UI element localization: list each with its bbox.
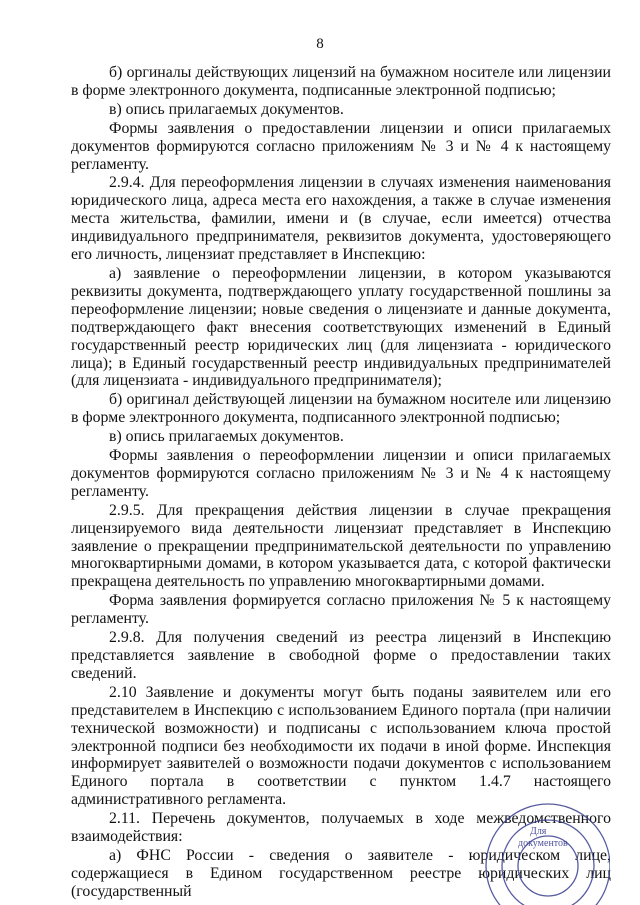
paragraph-inventory-v-2: в) опись прилагаемых документов. bbox=[109, 428, 344, 446]
document-body bbox=[71, 64, 611, 902]
paragraph-2-9-8: 2.9.8. Для получения сведений из реестра лицензий в Инспекцию представляется заявление в свободной форме о предоставлении таких сведений. bbox=[71, 629, 611, 682]
paragraph-forms-grant: Формы заявления о предоставлении лицензии и описи прилагаемых документов формируются согласно приложениям № 3 и № 4 к настоящему регламенту. bbox=[71, 119, 611, 173]
paragraph-2-9-4: 2.9.4. Для переоформления лицензии в случаях изменения наименования юридического лица, адреса места его нахождения, а также в случае изменения места жительства, фамилии, имени и (в случае, если имеется) отчества индивидуального предпринимателя, реквизитов документа, удостоверяющего его личность, лицензиат представляет в Инспекцию: bbox=[71, 174, 611, 264]
stamp-text-line1: Для bbox=[530, 826, 547, 837]
stamp-text-line2: документов bbox=[518, 838, 568, 849]
paragraph-2-10: 2.10 Заявление и документы могут быть поданы заявителем или его представителем в Инспекцию с использованием Единого портала (при наличии технической возможности) и подписаны с использованием ключа простой электронной подписи без необходимости их подачи в иной форме. Инспекция информирует заявителей о возможности подачи документов с использованием Единого портала в соответствии с пунктом 1.4.7 настоящего административного регламента. bbox=[71, 683, 611, 809]
page-number: 8 bbox=[316, 36, 324, 52]
paragraph-inventory-v: в) опись прилагаемых документов. bbox=[109, 100, 344, 118]
paragraph-reissue-a: а) заявление о переоформлении лицензии, в котором указываются реквизиты документа, подтверждающего уплату государственной пошлины за переоформление лицензии; новые сведения о лицензиате и данные документа, подтверждающего факт внесения соответствующих изменений в Единый государственный реестр юридических лиц (для лицензиата - юридического лица); в Единый государственный реестр индивидуальных предпринимателей (для лицензиата - индивидуального предпринимателя); bbox=[71, 264, 611, 390]
paragraph-forms-reissue: Формы заявления о переоформлении лицензии и описи прилагаемых документов формируются согласно приложениям № 3 и № 4 к настоящему регламенту. bbox=[71, 447, 611, 500]
paragraph-original-b: б) оригинал действующей лицензии на бумажном носителе или лицензию в форме электронного документа, подписанного электронной подписью; bbox=[71, 391, 611, 427]
official-stamp bbox=[478, 800, 610, 905]
paragraph-form-5: Форма заявления формируется согласно приложения № 5 к настоящему регламенту. bbox=[71, 592, 611, 628]
paragraph-2-11: 2.11. Перечень документов, получаемых в ходе межведомственного взаимодействия: bbox=[71, 810, 611, 846]
paragraph-2-9-5: 2.9.5. Для прекращения действия лицензии в случае прекращения лицензируемого вида деятельности лицензиат представляет в Инспекцию заявление о прекращении предпринимательской деятельности по управлению многоквартирными домами, в котором указывается дата, с которой фактически прекращена деятельность по управлению многоквартирными домами. bbox=[71, 501, 611, 591]
stamp-seal-icon bbox=[478, 800, 610, 905]
paragraph-originals-b: б) оргиналы действующих лицензий на бумажном носителе или лицензии в форме электронного документа, подписанные электронной подписью; bbox=[71, 64, 611, 99]
paragraph-fns-a: а) ФНС России - сведения о заявителе - юридическом лице, содержащиеся в Едином государственном реестре юридических лиц (государственный bbox=[71, 846, 611, 900]
